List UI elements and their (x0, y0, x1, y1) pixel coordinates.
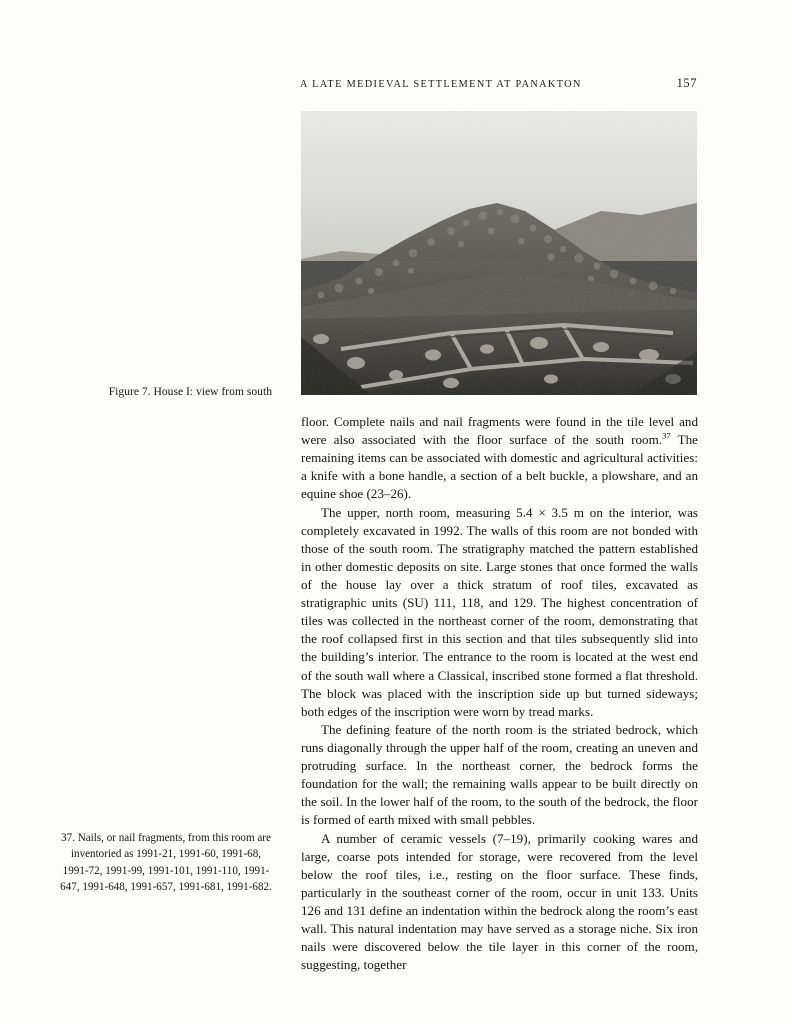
figure-block (301, 111, 697, 395)
paragraph-2: The upper, north room, measuring 5.4 × 3.5 m on the interior, was completely excavated in 1992. The walls of this room are not bonded with those of the south room. The stratigraphy matched the pattern established in other domestic deposits on site. Large stones that once formed the walls of the house lay over a thick stratum of roof tiles, excavated as stratigraphic units (SU) 111, 118, and 129. The highest concentration of tiles was collected in the northeast corner of the room, demonstrating that the roof collapsed first in this section and that tiles subsequently slid into the building’s interior. The entrance to the room is located at the west end of the south wall where a Classical, inscribed stone formed a flat threshold. The block was placed with the inscription side up but turned sideways; both edges of the inscription were worn by tread marks. (301, 504, 698, 719)
body-text-column (301, 413, 698, 974)
figure-image-house-i (301, 111, 697, 395)
figure-caption: Figure 7. House I: view from south (108, 385, 272, 398)
paragraph-1-text-b: The remaining items can be associated with domestic and agricultural activities: a knife with a bone handle, a section of a belt buckle, a plowshare, and an equine shoe (23–26). (301, 432, 698, 502)
paragraph-1-text-a: floor. Complete nails and nail fragments were found in the tile level and were also associated with the floor surface of the south room. (301, 414, 698, 448)
running-head (300, 76, 697, 91)
paragraph-1 (301, 413, 698, 504)
footnote-37: 37. Nails, or nail fragments, from this room are inventoried as 1991-21, 1991-60, 1991-68, 1991-72, 1991-99, 1991-101, 1991-110, 1991-647, 1991-648, 1991-657, 1991-681, 1991-682. (60, 832, 272, 893)
paragraph-3: The defining feature of the north room is the striated bedrock, which runs diagonally through the upper half of the room, creating an uneven and protruding surface. In the northeast corner, the bedrock forms the foundation for the wall; the remaining walls appear to be built directly on the soil. In the lower half of the room, to the south of the bedrock, the floor is formed of earth mixed with small pebbles. (301, 721, 698, 828)
page-number: 157 (676, 76, 697, 90)
running-head-title: A LATE MEDIEVAL SETTLEMENT AT PANAKTON (300, 79, 582, 90)
footnote-marker-37: 37 (662, 430, 671, 441)
paragraph-4: A number of ceramic vessels (7–19), primarily cooking wares and large, coarse pots intended for storage, were recovered from the level below the roof tiles, i.e., resting on the floor surface. These finds, particularly in the southeast corner of the room, occur in unit 133. Units 126 and 131 define an indentation within the bedrock along the room’s east wall. This natural indentation may have served as a storage niche. Six iron nails were discovered below the tile layer in this corner of the room, suggesting, together (301, 830, 698, 973)
